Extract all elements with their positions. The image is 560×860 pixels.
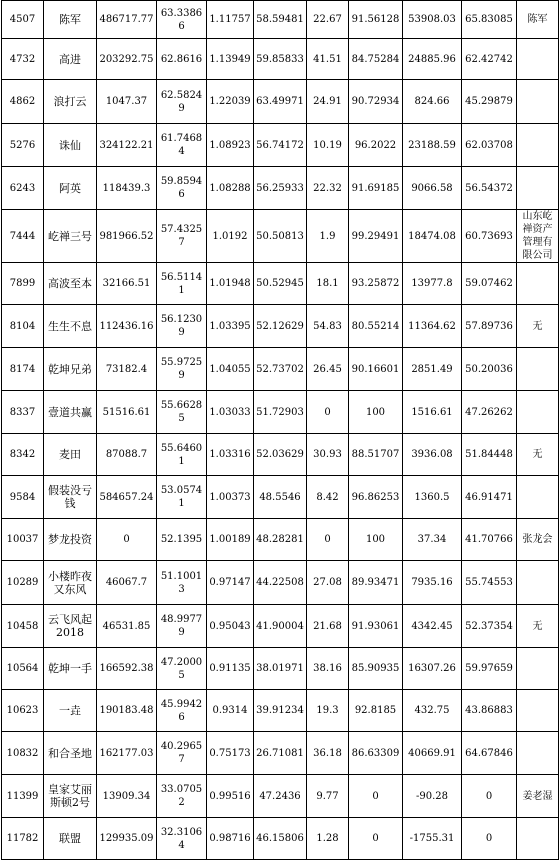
row-value-7-cell: 18474.08 xyxy=(403,210,462,263)
row-value-5-cell: 24.91 xyxy=(307,80,349,124)
row-value-3-cell: 0.95043 xyxy=(207,605,254,648)
table-row xyxy=(2,263,559,305)
row-value-3-cell: 1.04055 xyxy=(207,348,254,391)
row-value-2-cell: 52.1395 xyxy=(157,519,207,561)
row-id-cell: 10289 xyxy=(2,561,44,605)
row-value-2-cell: 61.74684 xyxy=(157,124,207,167)
row-value-8-cell: 64.67846 xyxy=(462,732,517,775)
row-value-1-cell: 46067.7 xyxy=(97,561,157,605)
row-value-3-cell: 1.22039 xyxy=(207,80,254,124)
row-value-2-cell: 55.64601 xyxy=(157,434,207,476)
row-value-1-cell: 166592.38 xyxy=(97,648,157,690)
row-note-cell xyxy=(517,732,559,775)
row-value-1-cell: 118439.3 xyxy=(97,167,157,210)
row-value-1-cell: 112436.16 xyxy=(97,305,157,348)
row-value-5-cell: 21.68 xyxy=(307,605,349,648)
row-value-5-cell: 1.28 xyxy=(307,818,349,860)
row-value-2-cell: 40.29657 xyxy=(157,732,207,775)
row-value-6-cell: 0 xyxy=(349,818,403,860)
row-value-8-cell: 55.74553 xyxy=(462,561,517,605)
row-value-2-cell: 63.33866 xyxy=(157,1,207,39)
row-value-5-cell: 26.45 xyxy=(307,348,349,391)
row-note-cell xyxy=(517,476,559,519)
row-value-6-cell: 80.55214 xyxy=(349,305,403,348)
data-table xyxy=(1,0,559,860)
row-value-5-cell: 10.19 xyxy=(307,124,349,167)
row-id-cell: 11782 xyxy=(2,818,44,860)
row-value-6-cell: 100 xyxy=(349,391,403,434)
row-value-4-cell: 50.52945 xyxy=(254,263,307,305)
row-value-6-cell: 89.93471 xyxy=(349,561,403,605)
row-value-7-cell: 24885.96 xyxy=(403,39,462,80)
row-value-1-cell: 0 xyxy=(97,519,157,561)
row-value-4-cell: 63.49971 xyxy=(254,80,307,124)
row-value-4-cell: 59.85833 xyxy=(254,39,307,80)
row-value-1-cell: 32166.51 xyxy=(97,263,157,305)
row-value-2-cell: 45.99426 xyxy=(157,690,207,732)
row-value-3-cell: 0.97147 xyxy=(207,561,254,605)
row-value-6-cell: 91.56128 xyxy=(349,1,403,39)
row-value-6-cell: 91.93061 xyxy=(349,605,403,648)
row-value-3-cell: 1.11757 xyxy=(207,1,254,39)
row-note-cell: 无 xyxy=(517,434,559,476)
row-value-2-cell: 57.43257 xyxy=(157,210,207,263)
row-value-4-cell: 39.91234 xyxy=(254,690,307,732)
row-note-cell xyxy=(517,348,559,391)
row-name-cell: 浪打云 xyxy=(44,80,97,124)
row-note-cell xyxy=(517,263,559,305)
row-id-cell: 5276 xyxy=(2,124,44,167)
row-value-7-cell: 432.75 xyxy=(403,690,462,732)
row-value-1-cell: 162177.03 xyxy=(97,732,157,775)
row-note-cell xyxy=(517,124,559,167)
table-row xyxy=(2,167,559,210)
row-value-7-cell: 11364.62 xyxy=(403,305,462,348)
row-value-6-cell: 96.2022 xyxy=(349,124,403,167)
row-value-2-cell: 62.58249 xyxy=(157,80,207,124)
row-name-cell: 皇家艾丽斯顿2号 xyxy=(44,775,97,818)
row-value-5-cell: 54.83 xyxy=(307,305,349,348)
row-value-4-cell: 44.22508 xyxy=(254,561,307,605)
row-value-8-cell: 62.42742 xyxy=(462,39,517,80)
row-value-1-cell: 203292.75 xyxy=(97,39,157,80)
row-value-3-cell: 1.0192 xyxy=(207,210,254,263)
row-id-cell: 9584 xyxy=(2,476,44,519)
row-name-cell: 诛仙 xyxy=(44,124,97,167)
row-value-1-cell: 1047.37 xyxy=(97,80,157,124)
row-value-3-cell: 1.03316 xyxy=(207,434,254,476)
row-value-4-cell: 38.01971 xyxy=(254,648,307,690)
row-value-2-cell: 59.85946 xyxy=(157,167,207,210)
row-value-7-cell: 3936.08 xyxy=(403,434,462,476)
row-value-5-cell: 0 xyxy=(307,519,349,561)
row-name-cell: 云飞风起2018 xyxy=(44,605,97,648)
row-value-1-cell: 129935.09 xyxy=(97,818,157,860)
row-value-2-cell: 48.99779 xyxy=(157,605,207,648)
table-row xyxy=(2,605,559,648)
row-value-1-cell: 13909.34 xyxy=(97,775,157,818)
row-name-cell: 阿英 xyxy=(44,167,97,210)
row-name-cell: 和合圣地 xyxy=(44,732,97,775)
row-value-5-cell: 0 xyxy=(307,391,349,434)
row-value-3-cell: 1.13949 xyxy=(207,39,254,80)
row-note-cell xyxy=(517,167,559,210)
table-row xyxy=(2,348,559,391)
row-value-8-cell: 52.37354 xyxy=(462,605,517,648)
row-value-7-cell: 16307.26 xyxy=(403,648,462,690)
row-value-5-cell: 22.67 xyxy=(307,1,349,39)
row-value-4-cell: 52.03629 xyxy=(254,434,307,476)
row-value-8-cell: 43.86883 xyxy=(462,690,517,732)
row-id-cell: 10458 xyxy=(2,605,44,648)
row-value-8-cell: 59.97659 xyxy=(462,648,517,690)
row-value-8-cell: 57.89736 xyxy=(462,305,517,348)
row-value-6-cell: 96.86253 xyxy=(349,476,403,519)
row-value-3-cell: 1.03395 xyxy=(207,305,254,348)
table-row xyxy=(2,775,559,818)
row-id-cell: 4507 xyxy=(2,1,44,39)
row-value-7-cell: 9066.58 xyxy=(403,167,462,210)
table-row xyxy=(2,519,559,561)
row-name-cell: 联盟 xyxy=(44,818,97,860)
row-note-cell xyxy=(517,391,559,434)
row-id-cell: 10564 xyxy=(2,648,44,690)
row-value-1-cell: 87088.7 xyxy=(97,434,157,476)
table-row xyxy=(2,210,559,263)
row-value-4-cell: 50.50813 xyxy=(254,210,307,263)
table-row xyxy=(2,39,559,80)
row-name-cell: 陈军 xyxy=(44,1,97,39)
row-value-4-cell: 56.25933 xyxy=(254,167,307,210)
row-value-7-cell: 53908.03 xyxy=(403,1,462,39)
table-row xyxy=(2,434,559,476)
row-name-cell: 高波至本 xyxy=(44,263,97,305)
row-value-7-cell: 824.66 xyxy=(403,80,462,124)
row-note-cell xyxy=(517,818,559,860)
row-name-cell: 生生不息 xyxy=(44,305,97,348)
row-value-3-cell: 1.08288 xyxy=(207,167,254,210)
table-row xyxy=(2,80,559,124)
row-value-3-cell: 1.01948 xyxy=(207,263,254,305)
row-note-cell: 陈军 xyxy=(517,1,559,39)
row-id-cell: 11399 xyxy=(2,775,44,818)
row-note-cell: 姜老湿 xyxy=(517,775,559,818)
row-value-4-cell: 51.72903 xyxy=(254,391,307,434)
row-value-1-cell: 73182.4 xyxy=(97,348,157,391)
row-value-8-cell: 56.54372 xyxy=(462,167,517,210)
row-value-6-cell: 93.25872 xyxy=(349,263,403,305)
row-value-7-cell: -90.28 xyxy=(403,775,462,818)
row-name-cell: 高进 xyxy=(44,39,97,80)
row-value-8-cell: 51.84448 xyxy=(462,434,517,476)
row-name-cell: 假装没亏钱 xyxy=(44,476,97,519)
row-value-3-cell: 0.98716 xyxy=(207,818,254,860)
row-value-2-cell: 56.51141 xyxy=(157,263,207,305)
row-value-5-cell: 18.1 xyxy=(307,263,349,305)
row-value-2-cell: 33.07052 xyxy=(157,775,207,818)
row-value-1-cell: 190183.48 xyxy=(97,690,157,732)
row-value-7-cell: 7935.16 xyxy=(403,561,462,605)
row-value-3-cell: 1.08923 xyxy=(207,124,254,167)
row-value-6-cell: 88.51707 xyxy=(349,434,403,476)
row-value-5-cell: 1.9 xyxy=(307,210,349,263)
row-value-3-cell: 1.00373 xyxy=(207,476,254,519)
row-value-5-cell: 22.32 xyxy=(307,167,349,210)
row-name-cell: 麦田 xyxy=(44,434,97,476)
table-row xyxy=(2,732,559,775)
row-value-6-cell: 99.29491 xyxy=(349,210,403,263)
row-name-cell: 梦龙投资 xyxy=(44,519,97,561)
row-value-5-cell: 8.42 xyxy=(307,476,349,519)
table-row xyxy=(2,818,559,860)
row-value-6-cell: 91.69185 xyxy=(349,167,403,210)
row-note-cell: 无 xyxy=(517,605,559,648)
row-value-6-cell: 90.16601 xyxy=(349,348,403,391)
row-id-cell: 4732 xyxy=(2,39,44,80)
row-id-cell: 4862 xyxy=(2,80,44,124)
row-note-cell xyxy=(517,648,559,690)
row-value-2-cell: 47.20005 xyxy=(157,648,207,690)
row-value-7-cell: 40669.91 xyxy=(403,732,462,775)
row-name-cell: 一垚 xyxy=(44,690,97,732)
row-value-4-cell: 26.71081 xyxy=(254,732,307,775)
row-value-6-cell: 85.90935 xyxy=(349,648,403,690)
row-value-7-cell: 1360.5 xyxy=(403,476,462,519)
row-value-5-cell: 9.77 xyxy=(307,775,349,818)
row-value-4-cell: 47.2436 xyxy=(254,775,307,818)
table-row xyxy=(2,648,559,690)
row-id-cell: 6243 xyxy=(2,167,44,210)
row-value-7-cell: 1516.61 xyxy=(403,391,462,434)
row-value-5-cell: 30.93 xyxy=(307,434,349,476)
row-name-cell: 壹道共赢 xyxy=(44,391,97,434)
row-value-8-cell: 41.70766 xyxy=(462,519,517,561)
row-value-7-cell: 13977.8 xyxy=(403,263,462,305)
row-value-2-cell: 55.97259 xyxy=(157,348,207,391)
row-id-cell: 8337 xyxy=(2,391,44,434)
row-value-2-cell: 56.12309 xyxy=(157,305,207,348)
table-body xyxy=(2,1,559,860)
row-value-8-cell: 0 xyxy=(462,775,517,818)
row-value-6-cell: 92.8185 xyxy=(349,690,403,732)
row-value-8-cell: 45.29879 xyxy=(462,80,517,124)
row-value-5-cell: 41.51 xyxy=(307,39,349,80)
row-value-6-cell: 86.63309 xyxy=(349,732,403,775)
row-value-3-cell: 1.03033 xyxy=(207,391,254,434)
row-value-4-cell: 58.59481 xyxy=(254,1,307,39)
row-value-7-cell: 37.34 xyxy=(403,519,462,561)
row-id-cell: 10037 xyxy=(2,519,44,561)
row-note-cell: 张龙会 xyxy=(517,519,559,561)
row-value-4-cell: 46.15806 xyxy=(254,818,307,860)
row-value-8-cell: 62.03708 xyxy=(462,124,517,167)
row-value-1-cell: 324122.21 xyxy=(97,124,157,167)
row-value-2-cell: 32.31064 xyxy=(157,818,207,860)
row-value-7-cell: 23188.59 xyxy=(403,124,462,167)
row-value-7-cell: 2851.49 xyxy=(403,348,462,391)
row-value-5-cell: 27.08 xyxy=(307,561,349,605)
row-value-6-cell: 0 xyxy=(349,775,403,818)
row-note-cell xyxy=(517,39,559,80)
row-value-8-cell: 60.73693 xyxy=(462,210,517,263)
table-row xyxy=(2,1,559,39)
table-row xyxy=(2,476,559,519)
row-value-3-cell: 0.9314 xyxy=(207,690,254,732)
row-value-3-cell: 1.00189 xyxy=(207,519,254,561)
table-row xyxy=(2,124,559,167)
row-name-cell: 乾坤一手 xyxy=(44,648,97,690)
row-value-1-cell: 46531.85 xyxy=(97,605,157,648)
row-value-3-cell: 0.99516 xyxy=(207,775,254,818)
row-value-3-cell: 0.91135 xyxy=(207,648,254,690)
row-id-cell: 10832 xyxy=(2,732,44,775)
row-value-4-cell: 52.12629 xyxy=(254,305,307,348)
row-note-cell xyxy=(517,690,559,732)
row-id-cell: 7444 xyxy=(2,210,44,263)
row-value-8-cell: 47.26262 xyxy=(462,391,517,434)
row-value-1-cell: 486717.77 xyxy=(97,1,157,39)
row-note-cell: 无 xyxy=(517,305,559,348)
row-value-6-cell: 84.75284 xyxy=(349,39,403,80)
row-value-5-cell: 36.18 xyxy=(307,732,349,775)
row-value-4-cell: 41.90004 xyxy=(254,605,307,648)
row-value-5-cell: 19.3 xyxy=(307,690,349,732)
row-value-8-cell: 46.91471 xyxy=(462,476,517,519)
row-note-cell: 山东屹禅资产管理有限公司 xyxy=(517,210,559,263)
row-value-2-cell: 51.10013 xyxy=(157,561,207,605)
table-row xyxy=(2,391,559,434)
row-name-cell: 屹禅三号 xyxy=(44,210,97,263)
row-value-8-cell: 50.20036 xyxy=(462,348,517,391)
row-note-cell xyxy=(517,561,559,605)
row-value-7-cell: -1755.31 xyxy=(403,818,462,860)
row-value-4-cell: 52.73702 xyxy=(254,348,307,391)
row-value-8-cell: 65.83085 xyxy=(462,1,517,39)
row-value-5-cell: 38.16 xyxy=(307,648,349,690)
row-value-3-cell: 0.75173 xyxy=(207,732,254,775)
row-id-cell: 8104 xyxy=(2,305,44,348)
row-value-1-cell: 584657.24 xyxy=(97,476,157,519)
row-value-8-cell: 59.07462 xyxy=(462,263,517,305)
table-row xyxy=(2,561,559,605)
row-value-4-cell: 48.5546 xyxy=(254,476,307,519)
row-id-cell: 7899 xyxy=(2,263,44,305)
row-value-4-cell: 56.74172 xyxy=(254,124,307,167)
row-note-cell xyxy=(517,80,559,124)
row-value-1-cell: 981966.52 xyxy=(97,210,157,263)
row-value-2-cell: 53.05741 xyxy=(157,476,207,519)
row-value-6-cell: 100 xyxy=(349,519,403,561)
row-value-7-cell: 4342.45 xyxy=(403,605,462,648)
row-id-cell: 8342 xyxy=(2,434,44,476)
row-value-4-cell: 48.28281 xyxy=(254,519,307,561)
row-value-6-cell: 90.72934 xyxy=(349,80,403,124)
row-id-cell: 8174 xyxy=(2,348,44,391)
row-value-8-cell: 0 xyxy=(462,818,517,860)
row-value-2-cell: 55.66285 xyxy=(157,391,207,434)
row-name-cell: 小楼昨夜又东风 xyxy=(44,561,97,605)
row-value-2-cell: 62.8616 xyxy=(157,39,207,80)
row-name-cell: 乾坤兄弟 xyxy=(44,348,97,391)
table-row xyxy=(2,305,559,348)
row-value-1-cell: 51516.61 xyxy=(97,391,157,434)
row-id-cell: 10623 xyxy=(2,690,44,732)
table-row xyxy=(2,690,559,732)
